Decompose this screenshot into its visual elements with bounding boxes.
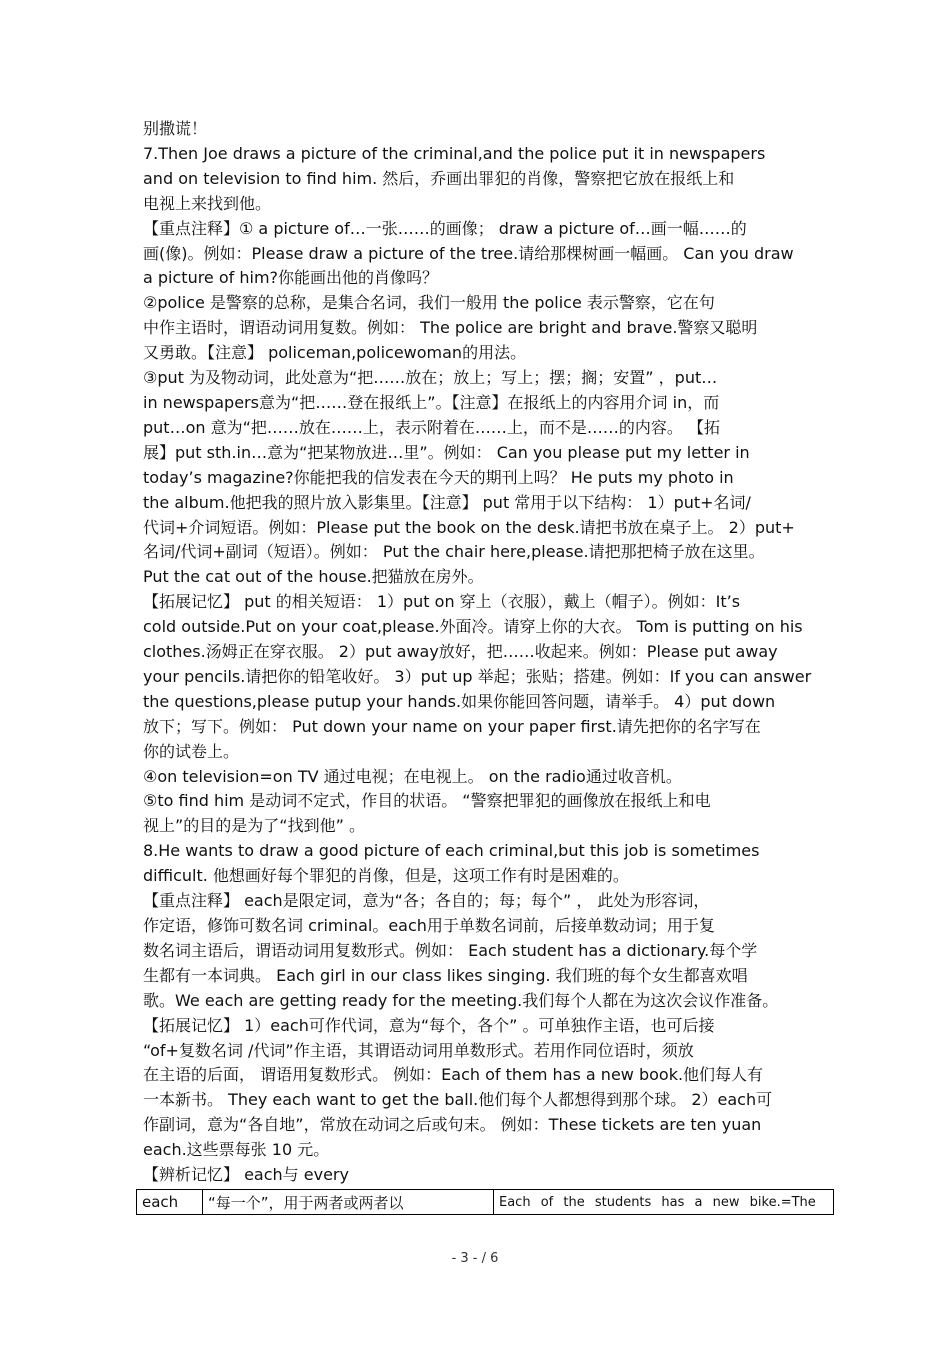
text-line: 【拓展记忆】 1）each可作代词，意为“每个，各个” 。可单独作主语，也可后接 [143, 1015, 715, 1035]
text-line: 生都有一本词典。 Each girl in our class likes singing. 我们班的每个女生都喜欢唱 [143, 965, 748, 985]
text-line: 【辨析记忆】 each与 every [143, 1165, 349, 1185]
text-line: ③put 为及物动词，此处意为“把……放在；放上；写上；摆；搁；安置” ，put… [143, 368, 718, 388]
text-line: 8.He wants to draw a good picture of each criminal,but this job is sometimes [143, 841, 760, 861]
text-line: 作副词，意为“各自地”，常放在动词之后或句末。 例如：These tickets are ten yuan [143, 1115, 762, 1135]
text-line: 作定语，修饰可数名词 criminal。each用于单数名词前，后接单数动词；用于复 [143, 916, 715, 935]
text-line: and on television to find him. 然后，乔画出罪犯的肖像，警察把它放在报纸上和 [143, 168, 735, 188]
text-line: 电视上来找到他。 [143, 193, 272, 213]
text-line: put…on 意为“把……放在……上，表示附着在……上，而不是……的内容。 【拓 [143, 417, 720, 437]
table-cell-word: each [137, 1190, 203, 1215]
text-line: difficult. 他想画好每个罪犯的肖像，但是，这项工作有时是困难的。 [143, 866, 629, 886]
text-line: 你的试卷上。 [143, 741, 240, 761]
text-line: ②police 是警察的总称，是集合名词，我们一般用 the police 表示警察，它在句 [143, 293, 715, 313]
text-line: 放下；写下。例如： Put down your name on your paper first.请先把你的名字写在 [143, 716, 761, 736]
table-cell-example: Each of the students has a new bike.=The [494, 1190, 834, 1215]
text-line: 视上”的目的是为了“找到他” 。 [143, 816, 365, 836]
text-line: your pencils.请把你的铅笔收好。 3）put up 举起；张贴；搭建。例如：If you can answer [143, 666, 812, 686]
page-number: - 3 - / 6 [451, 1251, 499, 1266]
text-line: 中作主语时，谓语动词用复数。例如： The police are bright and brave.警察又聪明 [143, 318, 758, 338]
table-row [137, 1190, 834, 1215]
text-line: ④on television=on TV 通过电视；在电视上。 on the radio通过收音机。 [143, 766, 682, 786]
text-line: “of+复数名词 /代词”作主语，其谓语动词用单数形式。若用作同位语时，须放 [143, 1040, 694, 1060]
text-line: the questions,please putup your hands.如果你能回答问题，请举手。 4）put down [143, 691, 776, 711]
text-line: 展】put sth.in…意为“把某物放进…里”。例如： Can you please put my letter in [143, 442, 750, 462]
text-line: 画(像)。例如：Please draw a picture of the tree.请给那棵树画一幅画。 Can you draw [143, 243, 794, 263]
text-line: 【拓展记忆】 put 的相关短语： 1）put on 穿上（衣服），戴上（帽子）。例如：It’s [143, 592, 741, 612]
text-line: the album.他把我的照片放入影集里。【注意】 put 常用于以下结构： 1）put+名词/ [143, 492, 751, 512]
text-line: 一本新书。 They each want to get the ball.他们每个人都想得到那个球。 2）each可 [143, 1090, 773, 1110]
text-line: cold outside.Put on your coat,please.外面冷。请穿上你的大衣。 Tom is putting on his [143, 617, 803, 637]
document-body [143, 117, 821, 1188]
text-line: Put the cat out of the house.把猫放在房外。 [143, 567, 484, 587]
text-line: 别撒谎！ [143, 119, 208, 138]
text-line: a picture of him?你能画出他的肖像吗？ [143, 268, 439, 288]
text-line: 【重点注释】 each是限定词，意为“各；各自的；每；每个” ， 此处为形容词， [143, 891, 710, 911]
text-line: 代词+介词短语。例如：Please put the book on the desk.请把书放在桌子上。 2）put+ [143, 517, 795, 537]
text-line: 名词/代词+副词（短语）。例如： Put the chair here,please.请把那把椅子放在这里。 [143, 542, 765, 562]
table-cell-meaning: “每一个”，用于两者或两者以 [203, 1190, 494, 1215]
text-line: 【重点注释】① a picture of…一张……的画像； draw a picture of…画一幅……的 [143, 218, 747, 238]
text-line: each.这些票每张 10 元。 [143, 1140, 330, 1160]
text-line: in newspapers意为“把……登在报纸上”。【注意】在报纸上的内容用介词 in，而 [143, 392, 720, 412]
text-line: 在主语的后面， 谓语用复数形式。 例如：Each of them has a new book.他们每人有 [143, 1065, 764, 1085]
text-line: today’s magazine?你能把我的信发表在今天的期刊上吗？ He puts my photo in [143, 467, 734, 487]
comparison-table [136, 1189, 834, 1215]
text-line: 数名词主语后，谓语动词用复数形式。例如： Each student has a dictionary.每个学 [143, 940, 758, 960]
text-line: 又勇敢。【注意】 policeman,policewoman的用法。 [143, 343, 527, 363]
text-line: clothes.汤姆正在穿衣服。 2）put away放好，把……收起来。例如：Please put away [143, 642, 778, 662]
text-line: ⑤to find him 是动词不定式，作目的状语。 “警察把罪犯的画像放在报纸上和电 [143, 791, 711, 811]
text-line: 歌。We each are getting ready for the meeting.我们每个人都在为这次会议作准备。 [143, 990, 779, 1010]
text-line: 7.Then Joe draws a picture of the criminal,and the police put it in newspapers [143, 143, 766, 163]
